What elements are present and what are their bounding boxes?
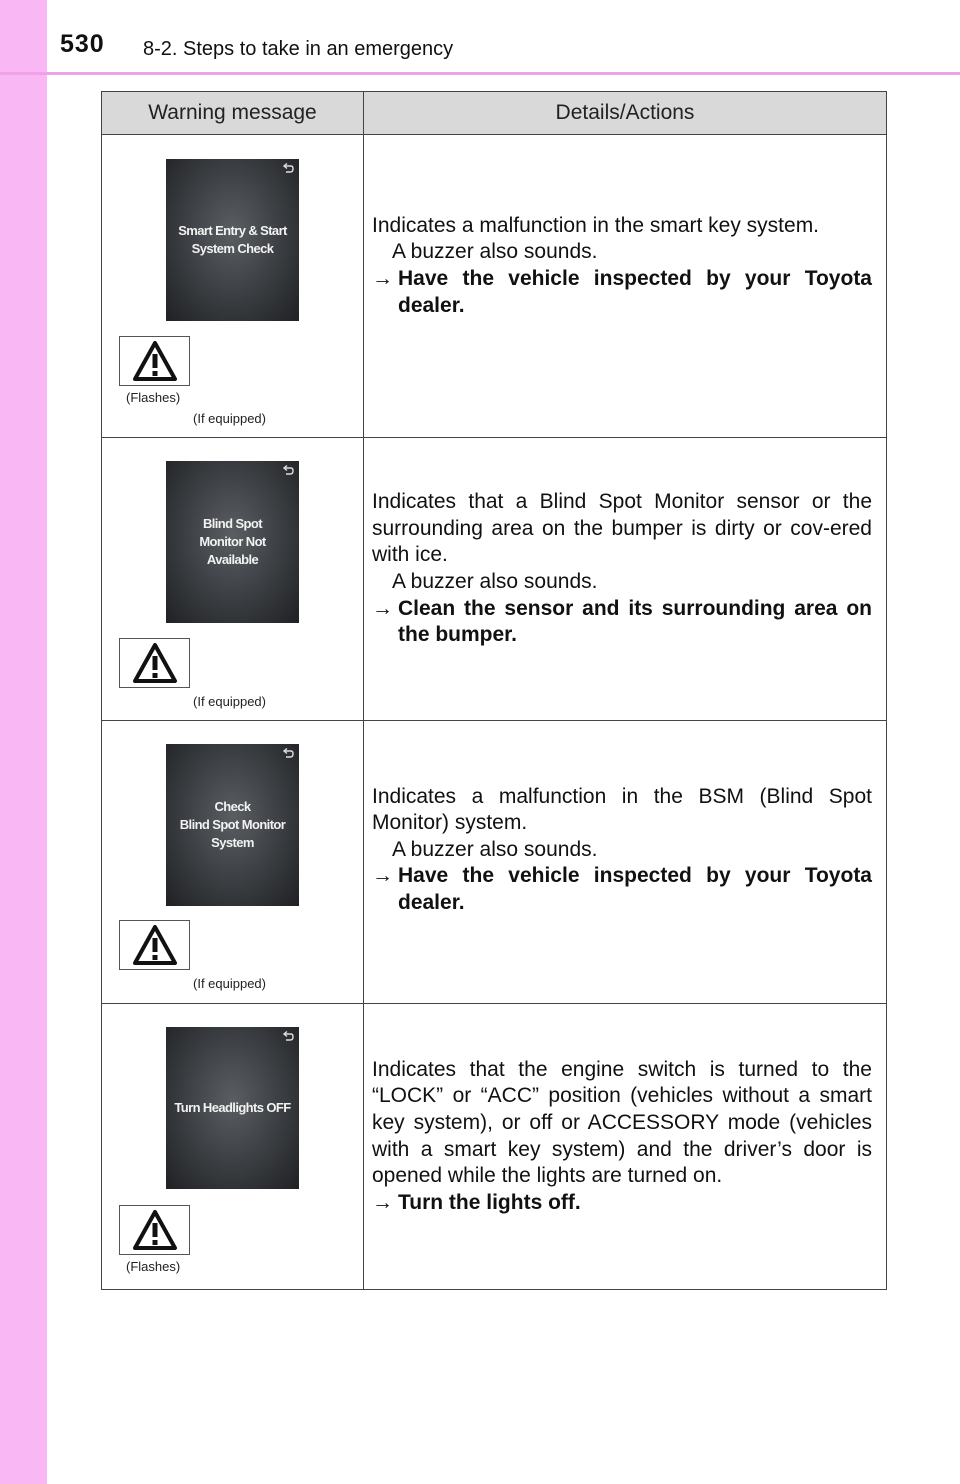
- table-row: [102, 438, 887, 721]
- description-text: Indicates that the engine switch is turned to the “LOCK” or “ACC” position (vehicles without a smart key system), or off or ACCESSORY mode (vehicles with a smart key system) and the driver’s door is opened while the lights are turned on.: [372, 1057, 872, 1188]
- return-arrow-icon: [282, 163, 294, 173]
- details-cell: [364, 135, 887, 438]
- description-text: Indicates a malfunction in the BSM (Blind Spot Monitor) system.: [372, 784, 872, 835]
- description-text: Indicates a malfunction in the smart key system.: [372, 213, 820, 237]
- warning-image-cell: [102, 1004, 364, 1290]
- action-text: Have the vehicle inspected by your Toyota dealer.: [398, 267, 872, 317]
- screen-message: Turn Headlights OFF: [174, 1100, 291, 1115]
- return-arrow-icon: [282, 465, 294, 475]
- warning-image-cell: [102, 721, 364, 1004]
- if-equipped-note: (If equipped): [193, 976, 266, 991]
- action-item: [372, 1190, 872, 1217]
- action-item: [372, 863, 872, 916]
- action-item: [372, 596, 872, 649]
- display-screen: [166, 744, 299, 906]
- warning-light-box: [119, 920, 190, 970]
- warning-triangle-icon: [132, 924, 178, 966]
- screen-message: Smart Entry & Start System Check: [178, 223, 287, 256]
- column-header-warning: Warning message: [102, 92, 364, 135]
- column-header-details: Details/Actions: [364, 92, 887, 135]
- action-text: Clean the sensor and its surrounding area on the bumper.: [398, 596, 872, 647]
- warning-message-table: [101, 91, 887, 1290]
- return-arrow-icon: [282, 748, 294, 758]
- header-rule: [0, 72, 960, 75]
- arrow-icon: →: [372, 1190, 393, 1214]
- action-text: Have the vehicle inspected by your Toyota dealer.: [398, 864, 872, 914]
- return-arrow-icon: [282, 1031, 294, 1041]
- table-row: [102, 1004, 887, 1290]
- details-cell: [364, 721, 887, 1004]
- section-title: 8-2. Steps to take in an emergency: [143, 38, 454, 60]
- warning-image-cell: [102, 135, 364, 438]
- description-text: Indicates that a Blind Spot Monitor sensor or the surrounding area on the bumper is dirty or cov-ered with ice.: [372, 490, 872, 567]
- buzzer-text: A buzzer also sounds.: [392, 837, 598, 861]
- action-item: [372, 266, 872, 319]
- warning-image-cell: [102, 438, 364, 721]
- warning-light-box: [119, 336, 190, 386]
- display-screen: [166, 159, 299, 321]
- if-equipped-note: (If equipped): [193, 694, 266, 709]
- if-equipped-note: (If equipped): [193, 411, 266, 426]
- arrow-icon: →: [372, 596, 393, 620]
- warning-triangle-icon: [132, 340, 178, 382]
- warning-light-box: [119, 1205, 190, 1255]
- flashes-note: (Flashes): [126, 390, 181, 405]
- table-row: [102, 135, 887, 438]
- flashes-note: (Flashes): [126, 1259, 181, 1274]
- buzzer-text: A buzzer also sounds.: [392, 570, 598, 593]
- warning-triangle-icon: [132, 642, 178, 684]
- arrow-icon: →: [372, 864, 393, 888]
- display-screen: [166, 461, 299, 623]
- table-row: [102, 721, 887, 1004]
- display-screen: [166, 1027, 299, 1189]
- warning-triangle-icon: [132, 1209, 178, 1251]
- side-tab: [0, 0, 47, 1484]
- warning-light-box: [119, 638, 190, 688]
- buzzer-text: A buzzer also sounds.: [392, 240, 598, 264]
- page-number: 530: [60, 30, 105, 58]
- details-cell: [364, 438, 887, 721]
- action-text: Turn the lights off.: [398, 1190, 581, 1214]
- table-header-row: [102, 92, 887, 135]
- details-cell: [364, 1004, 887, 1290]
- arrow-icon: →: [372, 267, 393, 290]
- screen-message: Blind Spot Monitor Not Available: [199, 516, 266, 567]
- screen-message: Check Blind Spot Monitor System: [179, 799, 286, 850]
